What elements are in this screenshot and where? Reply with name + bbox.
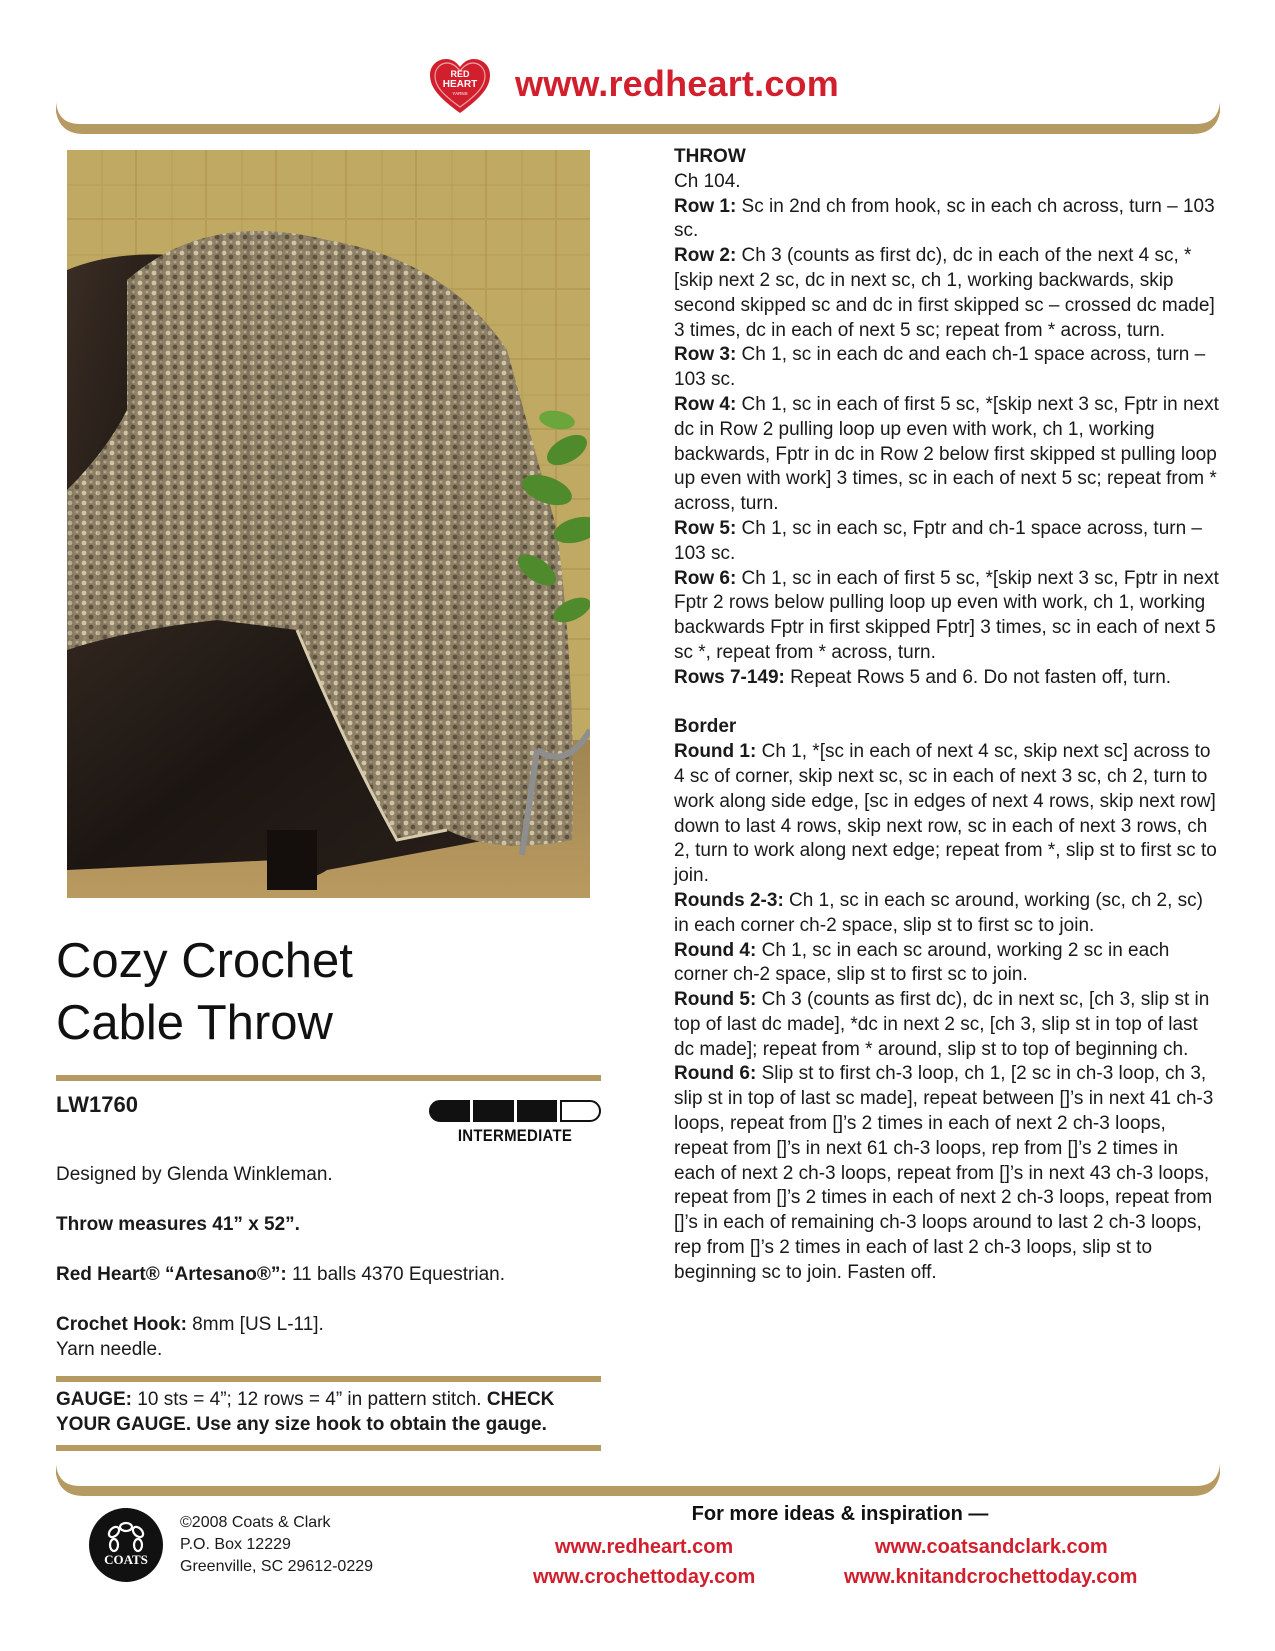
divider-gold: [56, 1445, 601, 1451]
row-instruction: [674, 393, 1219, 517]
footer-link-knitandcrochettoday[interactable]: www.knitandcrochettoday.com: [844, 1566, 1138, 1588]
round-instruction-text: Ch 1, *[sc in each of next 4 sc, skip next sc] across to 4 sc of corner, skip next sc, sc in each of next 3 sc, ch 2, turn to work along side edge, [sc in edges of next 4 rows, skip next row] down to last 4 rows, skip next row, sc in each of next 3 rows, ch 2, turn to work along next edge; repeat from *, slip st to first sc to join.: [674, 741, 1217, 887]
instructions-column: [674, 145, 1219, 1286]
row-instruction-label: Row 2:: [674, 245, 737, 267]
po-box-line: P.O. Box 12229: [180, 1536, 291, 1553]
gauge-check: CHECK YOUR GAUGE. Use any size hook to obtain the gauge.: [56, 1389, 555, 1435]
row-instruction: [674, 195, 1219, 245]
yarn-requirement: [56, 1262, 601, 1287]
round-instruction: [674, 740, 1219, 889]
coats-logo-text: COATS: [104, 1552, 148, 1567]
spacer: [674, 691, 1219, 716]
footer-link-coatsandclark[interactable]: www.coatsandclark.com: [875, 1536, 1108, 1558]
gauge-value: 10 sts = 4”; 12 rows = 4” in pattern stitch.: [132, 1389, 487, 1410]
throw-heading: THROW: [674, 146, 746, 167]
title-line-2: Cable Throw: [56, 996, 333, 1050]
pattern-title: [56, 930, 596, 1054]
gauge-note: [56, 1387, 601, 1437]
yarn-value: 11 balls 4370 Equestrian.: [286, 1264, 506, 1285]
city-line: Greenville, SC 29612-0229: [180, 1558, 374, 1575]
coats-logo[interactable]: [88, 1507, 164, 1583]
row-instruction-text: Ch 1, sc in each sc, Fptr and ch-1 space across, turn – 103 sc.: [674, 517, 1202, 564]
row-instruction-text: Sc in 2nd ch from hook, sc in each ch across, turn – 103 sc.: [674, 195, 1215, 242]
publisher-address: [180, 1512, 373, 1578]
logo-text-red: RED: [450, 69, 470, 79]
row-instruction-label: Row 5:: [674, 517, 737, 539]
round-instruction: [674, 988, 1219, 1062]
hook-value: 8mm [US L-11].: [186, 1314, 324, 1335]
row-instructions: [674, 195, 1219, 691]
title-line-1: Cozy Crochet: [56, 934, 353, 988]
row-instruction: [674, 343, 1219, 393]
round-instruction-label: Round 1:: [674, 741, 757, 763]
skill-bar-4: [560, 1100, 601, 1122]
logo-text-heart: HEART: [442, 79, 478, 90]
row-instruction-text: Ch 1, sc in each of first 5 sc, *[skip next 3 sc, Fptr in next dc in Row 2 pulling loop up even with work, ch 1, working backwards, Fptr in dc in Row 2 below first skipped st pulling loop up even with work] 3 times, sc in each of next 5 sc; repeat from * across, turn.: [674, 393, 1219, 515]
throw-measurements: Throw measures 41” x 52”.: [56, 1214, 300, 1235]
logo-text-yarns: YARNS: [452, 91, 468, 96]
row-instruction-label: Row 6:: [674, 567, 737, 589]
throw-photo: [67, 150, 590, 898]
copyright-line: ©2008 Coats & Clark: [180, 1514, 331, 1531]
round-instruction: [674, 889, 1219, 939]
site-url-link[interactable]: www.redheart.com: [515, 63, 839, 104]
round-instruction-text: Slip st to first ch-3 loop, ch 1, [2 sc in ch-3 loop, ch 3, slip st in top of last sc made], repeat between []’s in next 41 ch-3 loops, repeat from []’s 2 times in each of next 2 ch-3 loops, repeat from []’s in next 61 ch-3 loops, rep from []’s 2 times in each of next 2 ch-3 loops, repeat from []’s in next 43 ch-3 loops, repeat from []’s 2 times in each of next 2 ch-3 loops, repeat from []’s in each of remaining ch-3 loops around to last 2 ch-3 loops, rep from []’s 2 times in each of last 2 ch-3 loops, slip st to beginning sc to join. Fasten off.: [674, 1063, 1214, 1283]
row-instruction-text: Ch 3 (counts as first dc), dc in each of the next 4 sc, *[skip next 2 sc, dc in next sc, ch 1, working backwards, skip second skipped sc and dc in first skipped sc – crossed dc made] 3 times, dc in each of next 5 sc; repeat from * across, turn.: [674, 245, 1215, 341]
row-instruction-text: Repeat Rows 5 and 6. Do not fasten off, turn.: [784, 666, 1172, 688]
row-instruction-text: Ch 1, sc in each of first 5 sc, *[skip next 3 sc, Fptr in next Fptr 2 rows below pulling loop up even with work, ch 1, working backwards Fptr in first skipped Fptr] 3 times, sc in each of next 5 sc *, repeat from * across, turn.: [674, 567, 1219, 663]
pattern-code: LW1760: [56, 1092, 138, 1117]
divider-gold: [56, 1075, 601, 1081]
footer-gold-swoosh: [56, 1462, 1220, 1502]
skill-level-bars: [429, 1100, 601, 1122]
round-instruction-text: Ch 3 (counts as first dc), dc in next sc, [ch 3, slip st in top of last dc made], *dc in next 2 sc, [ch 3, slip st in top of last dc made]; repeat from * around, slip st to top of beginning ch.: [674, 989, 1210, 1060]
header-gold-swoosh: [56, 100, 1220, 140]
round-instruction-text: Ch 1, sc in each sc around, working 2 sc in each corner ch-2 space, slip st to first sc to join.: [674, 939, 1170, 986]
row-instruction-label: Row 4:: [674, 393, 737, 415]
divider-gold: [56, 1376, 601, 1382]
footer-link-crochettoday[interactable]: www.crochettoday.com: [533, 1566, 756, 1588]
round-instruction-text: Ch 1, sc in each sc around, working (sc, ch 2, sc) in each corner ch-2 space, slip st to first sc to join.: [674, 889, 1204, 936]
footer-heading: For more ideas & inspiration —: [691, 1503, 989, 1525]
round-instruction-label: Round 5:: [674, 989, 757, 1011]
row-instruction-label: Rows 7-149:: [674, 666, 785, 688]
gauge-label: GAUGE:: [56, 1389, 132, 1410]
row-instruction: [674, 244, 1219, 343]
round-instruction: [674, 939, 1219, 989]
hook-label: Crochet Hook:: [56, 1314, 187, 1335]
round-instruction-label: Rounds 2-3:: [674, 889, 784, 911]
round-instruction: [674, 1062, 1219, 1285]
border-heading: Border: [674, 716, 737, 738]
chain-instruction: Ch 104.: [674, 170, 741, 192]
skill-bar-2: [473, 1100, 514, 1122]
skill-bar-1: [429, 1100, 470, 1122]
notion-yarn-needle: Yarn needle.: [56, 1339, 163, 1360]
skill-level-label: INTERMEDIATE: [457, 1126, 573, 1145]
skill-bar-3: [517, 1100, 558, 1122]
designer-credit: Designed by Glenda Winkleman.: [56, 1164, 333, 1185]
row-instruction: [674, 567, 1219, 666]
yarn-label: Red Heart® “Artesano®”:: [56, 1264, 287, 1285]
round-instructions: [674, 740, 1219, 1286]
row-instruction-label: Row 3:: [674, 344, 737, 366]
footer-link-redheart[interactable]: www.redheart.com: [555, 1536, 734, 1558]
skill-level-indicator: [429, 1100, 601, 1146]
hook-requirement: [56, 1312, 601, 1362]
row-instruction: [674, 666, 1219, 691]
round-instruction-label: Round 4:: [674, 939, 757, 961]
round-instruction-label: Round 6:: [674, 1063, 757, 1085]
row-instruction-label: Row 1:: [674, 195, 737, 217]
row-instruction: [674, 517, 1219, 567]
row-instruction-text: Ch 1, sc in each dc and each ch-1 space across, turn – 103 sc.: [674, 344, 1206, 391]
